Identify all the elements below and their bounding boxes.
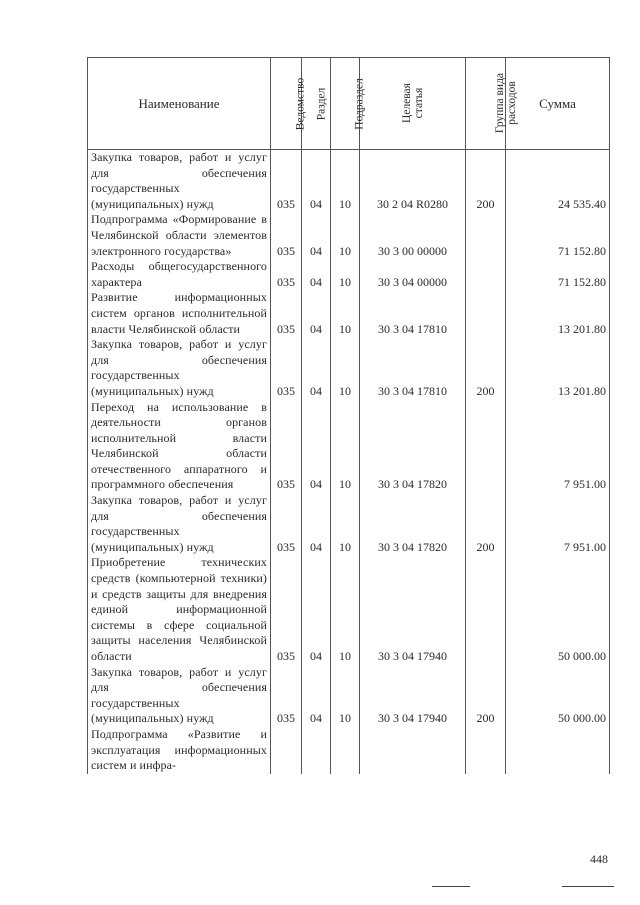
row-expense-group: [466, 212, 506, 259]
row-target-article: 30 3 04 17940: [360, 555, 466, 664]
row-subsection: 10: [331, 555, 360, 664]
row-section: [302, 727, 331, 774]
row-target-article: 30 3 04 17810: [360, 290, 466, 337]
row-section: 04: [302, 555, 331, 664]
table-row: [88, 727, 610, 774]
row-department: 035: [271, 493, 302, 555]
row-section: 04: [302, 665, 331, 727]
row-expense-group: 200: [466, 493, 506, 555]
row-subsection: [331, 727, 360, 774]
header-name: Наименование: [88, 58, 271, 150]
row-amount: 24 535.40: [506, 150, 610, 213]
row-expense-group: [466, 555, 506, 664]
row-expense-group: [466, 290, 506, 337]
row-amount: 50 000.00: [506, 665, 610, 727]
row-subsection: 10: [331, 400, 360, 494]
budget-table: [87, 57, 610, 774]
row-amount: 7 951.00: [506, 493, 610, 555]
row-target-article: 30 3 04 00000: [360, 259, 466, 290]
row-subsection: 10: [331, 665, 360, 727]
table-row: [88, 290, 610, 337]
row-target-article: 30 3 04 17940: [360, 665, 466, 727]
page-number: 448: [590, 852, 608, 866]
row-department: 035: [271, 259, 302, 290]
row-target-article: 30 3 04 17810: [360, 337, 466, 399]
row-expense-group: [466, 400, 506, 494]
row-amount: 71 152.80: [506, 259, 610, 290]
row-subsection: 10: [331, 290, 360, 337]
row-name: Закупка товаров, работ и услуг для обеспечения государственных (муниципальных) нужд: [88, 337, 271, 399]
row-name: Закупка товаров, работ и услуг для обеспечения государственных (муниципальных) нужд: [88, 150, 271, 213]
row-name: Развитие информационных систем органов исполнительной власти Челябинской области: [88, 290, 271, 337]
row-expense-group: [466, 259, 506, 290]
row-department: 035: [271, 337, 302, 399]
row-target-article: 30 3 04 17820: [360, 400, 466, 494]
row-amount: 13 201.80: [506, 337, 610, 399]
table-row: [88, 493, 610, 555]
row-name: Закупка товаров, работ и услуг для обеспечения государственных (муниципальных) нужд: [88, 665, 271, 727]
row-department: 035: [271, 665, 302, 727]
row-amount: 50 000.00: [506, 555, 610, 664]
table-row: [88, 665, 610, 727]
header-department: Ведомство: [271, 58, 302, 150]
header-amount: Сумма: [506, 58, 610, 150]
row-target-article: 30 2 04 R0280: [360, 150, 466, 213]
row-section: 04: [302, 259, 331, 290]
header-target-article: Целевая статья: [360, 58, 466, 150]
header-section: Раздел: [302, 58, 331, 150]
row-name: Переход на использование в деятельности органов исполнительной власти Челябинской области отечественного аппаратного и программного обеспечения: [88, 400, 271, 494]
footer-rule: [562, 886, 614, 887]
row-expense-group: 200: [466, 150, 506, 213]
row-expense-group: 200: [466, 665, 506, 727]
header-subsection: Подраздел: [331, 58, 360, 150]
table-row: [88, 400, 610, 494]
table-row: [88, 212, 610, 259]
row-name: Приобретение технических средств (компьютерной техники) и средств защиты для внедрения единой информационной системы в сфере социальной защиты населения Челябинской области: [88, 555, 271, 664]
row-subsection: 10: [331, 150, 360, 213]
row-name: Подпрограмма «Развитие и эксплуатация информационных систем и инфра-: [88, 727, 271, 774]
row-expense-group: 200: [466, 337, 506, 399]
row-section: 04: [302, 150, 331, 213]
row-expense-group: [466, 727, 506, 774]
row-amount: 71 152.80: [506, 212, 610, 259]
row-subsection: 10: [331, 493, 360, 555]
row-section: 04: [302, 337, 331, 399]
row-amount: 7 951.00: [506, 400, 610, 494]
row-subsection: 10: [331, 212, 360, 259]
row-subsection: 10: [331, 337, 360, 399]
row-target-article: 30 3 00 00000: [360, 212, 466, 259]
row-amount: [506, 727, 610, 774]
row-name: Расходы общегосударственного характера: [88, 259, 271, 290]
row-section: 04: [302, 212, 331, 259]
row-subsection: 10: [331, 259, 360, 290]
header-expense-group: Группа вида расходов: [466, 58, 506, 150]
table-header-row: [88, 58, 610, 150]
row-department: 035: [271, 150, 302, 213]
row-department: 035: [271, 555, 302, 664]
row-target-article: [360, 727, 466, 774]
table-row: [88, 259, 610, 290]
row-department: [271, 727, 302, 774]
row-department: 035: [271, 400, 302, 494]
row-department: 035: [271, 290, 302, 337]
row-department: 035: [271, 212, 302, 259]
row-section: 04: [302, 400, 331, 494]
table-row: [88, 555, 610, 664]
row-amount: 13 201.80: [506, 290, 610, 337]
row-target-article: 30 3 04 17820: [360, 493, 466, 555]
table-row: [88, 150, 610, 213]
row-name: Закупка товаров, работ и услуг для обеспечения государственных (муниципальных) нужд: [88, 493, 271, 555]
footer-rule: [432, 886, 470, 887]
row-section: 04: [302, 290, 331, 337]
row-name: Подпрограмма «Формирование в Челябинской области элементов электронного государства»: [88, 212, 271, 259]
table-row: [88, 337, 610, 399]
row-section: 04: [302, 493, 331, 555]
